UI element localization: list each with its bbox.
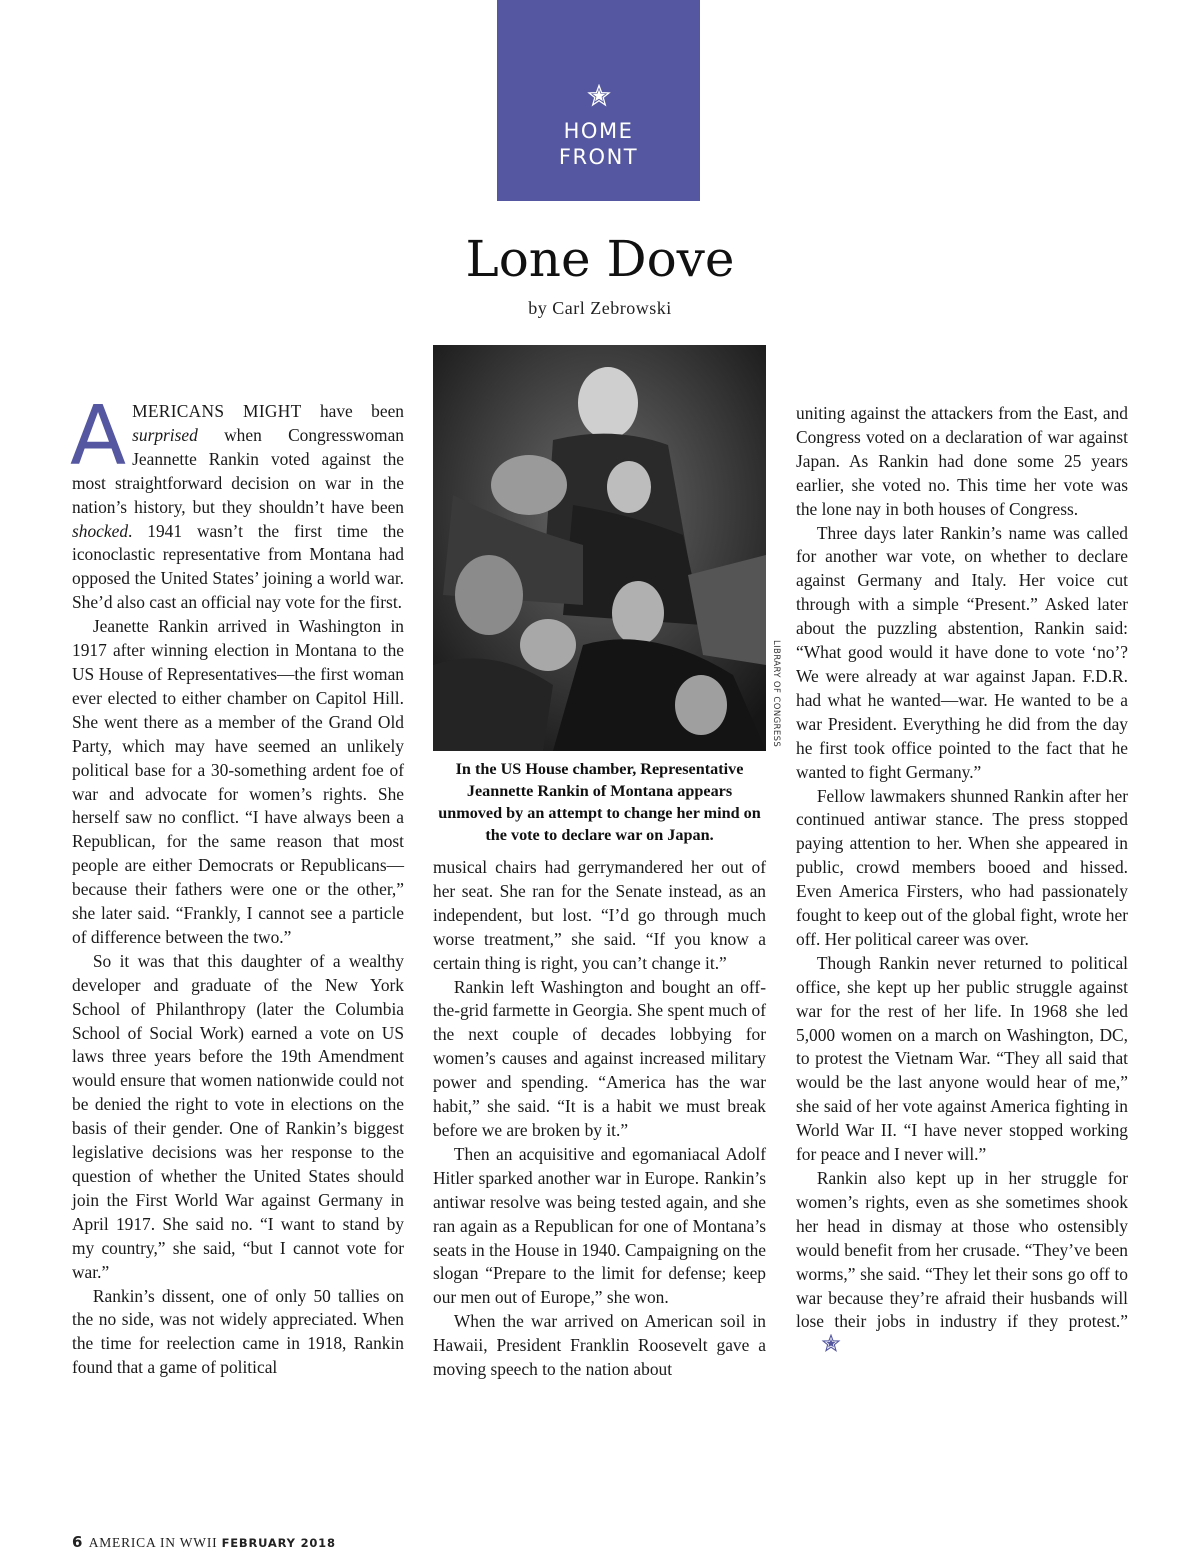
section-tab (497, 0, 700, 201)
paragraph-7: When the war arrived on American soil in Hawaii, President Franklin Roosevelt gave a moving speech to the nation about (433, 1311, 766, 1380)
paragraph-6: Then an acquisitive and egomaniacal Adolf Hitler sparked another war in Europe. Rankin’s antiwar resolve was being tested again, and she ran again as a Republican for one of Montana’s seats in the House in 1940. Campaigning on the slogan “Prepare to the limit for defense; keep our men out of Europe,” she won. (433, 1143, 766, 1308)
paragraph-5: Rankin left Washington and bought an off-the-grid farmette in Georgia. She spent much of the next couple of decades lobbying for women’s causes and against increased military power and spending. “America has the war habit,” she said. “It is a habit we must break before we are broken by it.” (433, 976, 766, 1140)
paragraph-4: Rankin’s dissent, one of only 50 tallies on the no side, was not widely appreciated. When the time for reelection came in 1918, Rankin found that a game of political (72, 1285, 404, 1378)
paragraph-1: AMERICANS MIGHT have been surprised when Congresswoman Jeannette Rankin voted against the most straightforward decision on war in the nation’s history, but they shouldn’t have been shocked. 1941 wasn’t the first time the iconoclastic representative from Montana had opposed the United States’ joining a world war. She’d also cast an official nay vote for the first. (70, 389, 404, 613)
star-icon (497, 84, 700, 112)
page-footer (72, 1533, 336, 1551)
photo-credit: LIBRARY OF CONGRESS (771, 640, 781, 748)
column-3 (796, 402, 1128, 1360)
article-title: Lone Dove (465, 230, 735, 288)
paragraph-11: Rankin also kept up in her struggle for women’s rights, even as she sometimes shook her head in dismay at those who ostensibly would benefit from her crusade. “They’ve been worms,” she said. “They let their sons go off to war because they’re afraid their husbands will lose their jobs in industry if they protest.” (796, 1167, 1128, 1360)
column-1 (70, 389, 404, 1380)
paragraph-7-continued: uniting against the attackers from the East, and Congress voted on a declaration of war against Japan. As Rankin had done some 25 years earlier, she voted no. This time her vote was the lone nay in both houses of Congress. (796, 403, 1128, 519)
article-photo (433, 345, 766, 751)
paragraph-2: Jeanette Rankin arrived in Washington in 1917 after winning election in Montana to the US House of Representatives—the first woman ever elected to either chamber on Capitol Hill. She went there as a member of the Grand Old Party, which may have seemed an unlikely political base for a 30-something ardent foe of war and advocate for women’s rights. She herself saw no conflict. “I have always been a Republican, for the same reason that most people are either Democrats or Republicans—because their fathers were one or the other,” she later said. “Frankly, I cannot see a particle of difference between the two.” (72, 616, 404, 947)
byline: by Carl Zebrowski (528, 298, 672, 318)
issue-date: FEBRUARY 2018 (221, 1536, 336, 1550)
page-number: 6 (72, 1533, 84, 1551)
paragraph-4-continued: musical chairs had gerrymandered her out of her seat. She ran for the Senate instead, as an independent, but lost. “I’d go through much worse treatment,” she said. “If you know a certain thing is right, you can’t change it.” (433, 857, 766, 973)
end-star-icon (800, 1334, 841, 1360)
photo-caption: In the US House chamber, Representative Jeannette Rankin of Montana appears unmoved by an attempt to change her mind on the vote to declare war on Japan. (438, 760, 761, 844)
section-label-line2: FRONT (558, 145, 639, 169)
paragraph-9: Fellow lawmakers shunned Rankin after her continued antiwar stance. The press stopped paying attention to her. When she appeared in public, crowd members booed and hissed. Even America Firsters, who had passionately fought to keep out of the global fight, wrote her off. Her political career was over. (796, 785, 1128, 949)
magazine-name: AMERICA IN WWII (88, 1535, 218, 1550)
section-label-line1: HOME (563, 119, 634, 143)
lead-in: MERICANS MIGHT (132, 401, 302, 421)
paragraph-10: Though Rankin never returned to political office, she kept up her public struggle against war for the rest of her life. In 1968 she led 5,000 women on a march on Washington, DC, to protest the Vietnam War. “They all said that would be the last anyone would hear of me,” she said of her vote against America fighting in World War II. “I have never stopped working for peace and I never will.” (796, 952, 1128, 1165)
column-2 (433, 856, 766, 1382)
drop-cap: A (70, 389, 127, 484)
paragraph-3: So it was that this daughter of a wealthy developer and graduate of the New York School of Philanthropy (later the Columbia School of Social Work) earned a vote on US laws three years before the 19th Amendment would ensure that women nationwide could not be denied the right to vote in elections on the basis of their gender. One of Rankin’s biggest legislative decisions was her response to the question of whether the United States should join the First World War against Germany in April 1917. She said no. “I want to stand by my country,” she said, “but I cannot vote for war.” (72, 950, 404, 1282)
paragraph-8: Three days later Rankin’s name was called for another war vote, on whether to declare against Germany and Italy. Her voice cut through with a simple “Present.” Asked later about the puzzling abstention, Rankin said: “What good would it have done to vote ‘no’? We were already at war against Japan. F.D.R. had what he wanted—war. He wanted to be a war President. Everything he did from the day he first took office pointed to the fact that he wanted to fight Germany.” (796, 522, 1128, 782)
